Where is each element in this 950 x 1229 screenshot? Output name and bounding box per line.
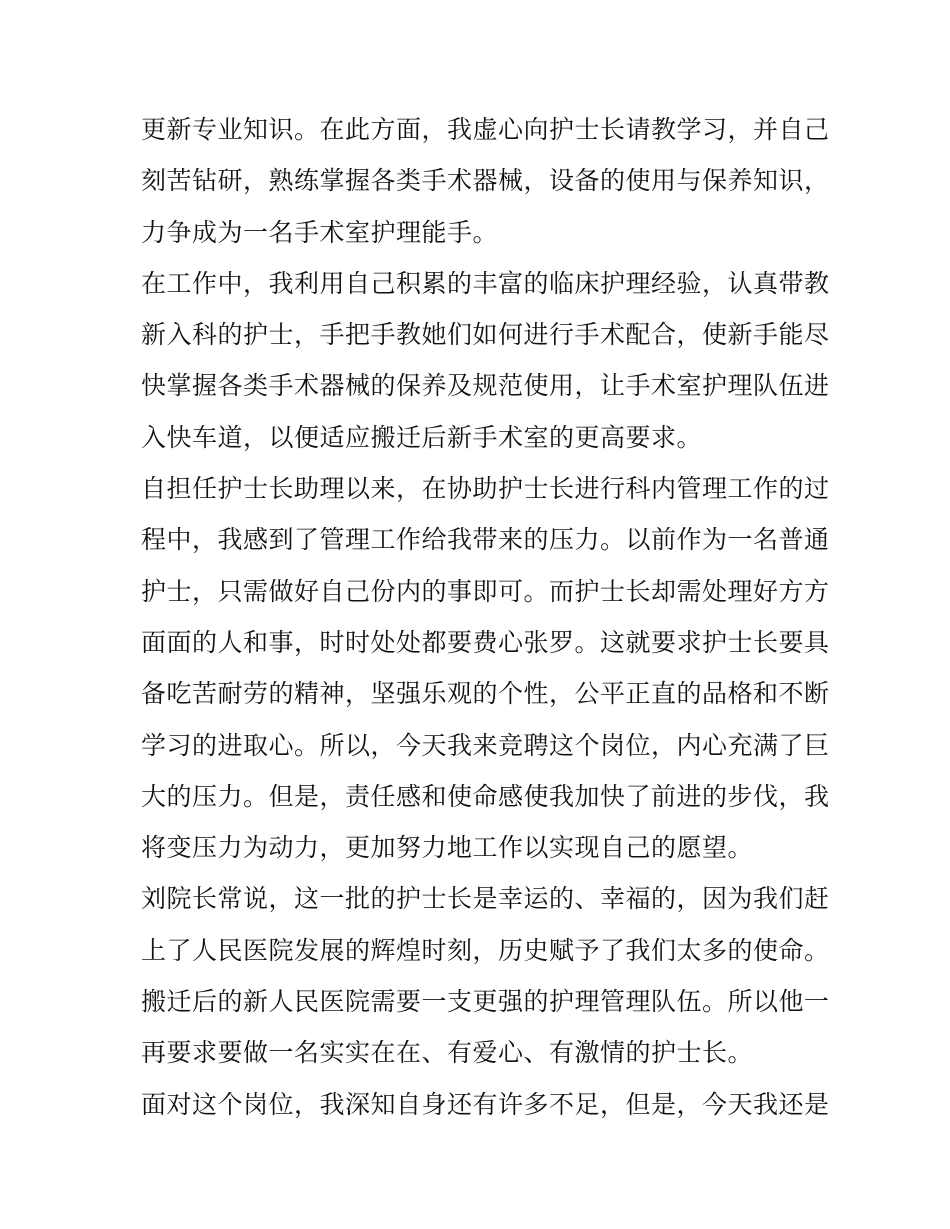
- text-line: 快掌握各类手术器械的保养及规范使用，让手术室护理队伍进: [141, 371, 830, 401]
- text-line: 上了人民医院发展的辉煌时刻，历史赋予了我们太多的使命。: [141, 935, 830, 965]
- text-line: 面对这个岗位，我深知自身还有许多不足，但是，今天我还是: [141, 1089, 830, 1119]
- text-line: 自担任护士长助理以来，在协助护士长进行科内管理工作的过: [141, 474, 830, 504]
- text-line: 程中，我感到了管理工作给我带来的压力。以前作为一名普通: [141, 525, 830, 555]
- text-line: 备吃苦耐劳的精神，坚强乐观的个性，公平正直的品格和不断: [141, 679, 830, 709]
- text-line: 搬迁后的新人民医院需要一支更强的护理管理队伍。所以他一: [141, 987, 830, 1017]
- text-line: 学习的进取心。所以，今天我来竞聘这个岗位，内心充满了巨: [141, 730, 830, 760]
- text-line: 刻苦钻研，熟练掌握各类手术器械，设备的使用与保养知识，: [141, 166, 830, 196]
- text-line: 再要求要做一名实实在在、有爱心、有激情的护士长。: [141, 1038, 754, 1068]
- text-line: 力争成为一名手术室护理能手。: [141, 217, 499, 247]
- text-line: 更新专业知识。在此方面，我虚心向护士长请教学习，并自己: [141, 115, 830, 144]
- document-body: [141, 104, 830, 1130]
- text-line: 面面的人和事，时时处处都要费心张罗。这就要求护士长要具: [141, 627, 830, 657]
- text-line: 新入科的护士，手把手教她们如何进行手术配合，使新手能尽: [141, 320, 830, 350]
- text-line: 大的压力。但是，责任感和使命感使我加快了前进的步伐，我: [141, 781, 830, 811]
- text-line: 在工作中，我利用自己积累的丰富的临床护理经验，认真带教: [141, 268, 830, 298]
- text-line: 入快车道，以便适应搬迁后新手术室的更高要求。: [141, 422, 703, 452]
- text-line: 护士，只需做好自己份内的事即可。而护士长却需处理好方方: [141, 576, 830, 606]
- text-line: 刘院长常说，这一批的护士长是幸运的、幸福的，因为我们赶: [141, 884, 830, 914]
- text-line: 将变压力为动力，更加努力地工作以实现自己的愿望。: [141, 833, 754, 863]
